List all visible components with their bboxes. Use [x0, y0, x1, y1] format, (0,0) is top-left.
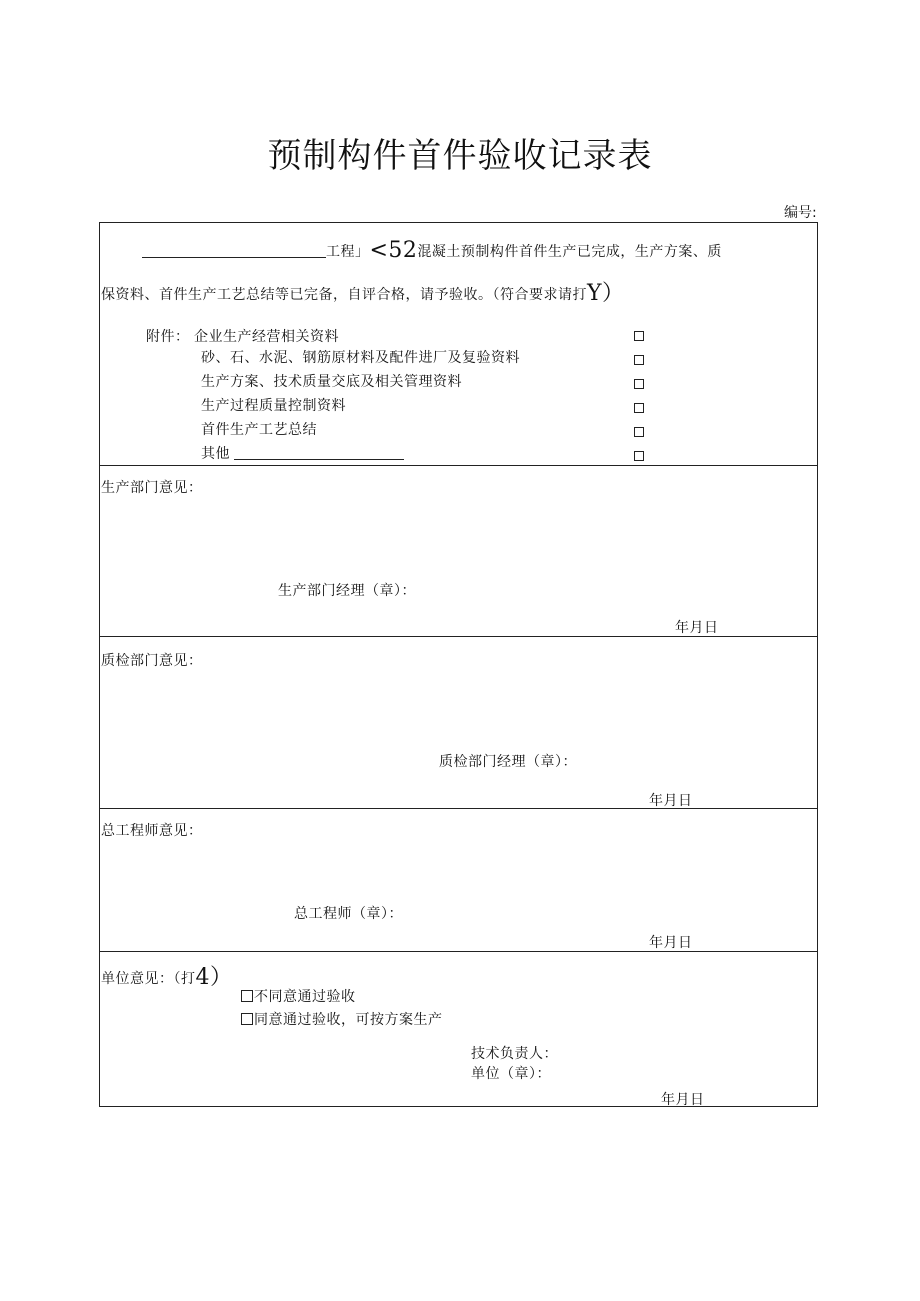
other-attachment-blank[interactable]	[234, 459, 404, 460]
attachment-checkbox-3[interactable]	[634, 379, 644, 389]
attachment-item-6: 其他	[201, 446, 230, 462]
intro-mark: Y）	[587, 281, 625, 306]
chief-engineer-date: 年月日	[649, 935, 693, 951]
attachment-item-5: 首件生产工艺总结	[201, 422, 317, 438]
quality-opinion-heading: 质检部门意见：	[101, 653, 203, 669]
chief-engineer-signature: 总工程师（章）：	[294, 906, 403, 922]
production-date: 年月日	[675, 620, 719, 636]
intro-text-2: 保资料、首件生产工艺总结等已完备，自评合格，请予验收。（符合要求请打	[101, 287, 587, 303]
intro-line-1	[326, 238, 722, 263]
serial-number-label: 编号:	[784, 205, 817, 221]
option-reject-label: 不同意通过验收	[254, 989, 356, 1005]
unit-opinion-mark: 4）	[195, 965, 233, 990]
project-name-blank[interactable]	[142, 257, 326, 258]
option-reject-checkbox[interactable]	[241, 990, 253, 1002]
option-approve[interactable]	[241, 1009, 443, 1029]
unit-date: 年月日	[661, 1092, 705, 1108]
option-approve-checkbox[interactable]	[241, 1013, 253, 1025]
unit-seal-signature: 单位（章）：	[471, 1066, 551, 1082]
section-divider-4	[100, 951, 817, 952]
production-opinion-heading: 生产部门意见：	[101, 480, 203, 496]
attachment-item-4: 生产过程质量控制资料	[201, 398, 346, 414]
attachment-checkbox-5[interactable]	[634, 427, 644, 437]
attachment-checkbox-6[interactable]	[634, 451, 644, 461]
production-manager-signature: 生产部门经理（章）：	[278, 583, 416, 599]
chief-engineer-opinion-heading: 总工程师意见：	[101, 823, 203, 839]
attachment-item-2: 砂、石、水泥、钢筋原材料及配件进厂及复验资料	[201, 350, 520, 366]
option-reject[interactable]	[241, 986, 356, 1006]
section-divider-2	[100, 636, 817, 637]
page-title: 预制构件首件验收记录表	[267, 136, 653, 176]
intro-project-suffix: 工程」	[326, 244, 370, 260]
technical-lead-signature: 技术负责人：	[471, 1046, 558, 1062]
attachment-checkbox-4[interactable]	[634, 403, 644, 413]
inspection-form	[99, 222, 818, 1107]
quality-manager-signature: 质检部门经理（章）：	[439, 754, 577, 770]
quality-date: 年月日	[649, 793, 693, 809]
unit-opinion-label: 单位意见：（打	[101, 971, 196, 987]
unit-opinion-heading	[101, 960, 233, 991]
attachment-checkbox-1[interactable]	[634, 331, 644, 341]
intro-line-2	[101, 276, 625, 307]
attachments-prefix: 附件：	[146, 329, 190, 345]
intro-code: <52	[369, 238, 418, 263]
section-divider-1	[100, 465, 817, 466]
attachment-item-1: 企业生产经营相关资料	[194, 329, 339, 345]
attachment-checkbox-2[interactable]	[634, 355, 644, 365]
option-approve-label: 同意通过验收，可按方案生产	[254, 1012, 443, 1028]
attachment-item-3: 生产方案、技术质量交底及相关管理资料	[201, 374, 462, 390]
section-divider-3	[100, 808, 817, 809]
intro-text-1: 混凝土预制构件首件生产已完成，生产方案、质	[417, 244, 722, 260]
